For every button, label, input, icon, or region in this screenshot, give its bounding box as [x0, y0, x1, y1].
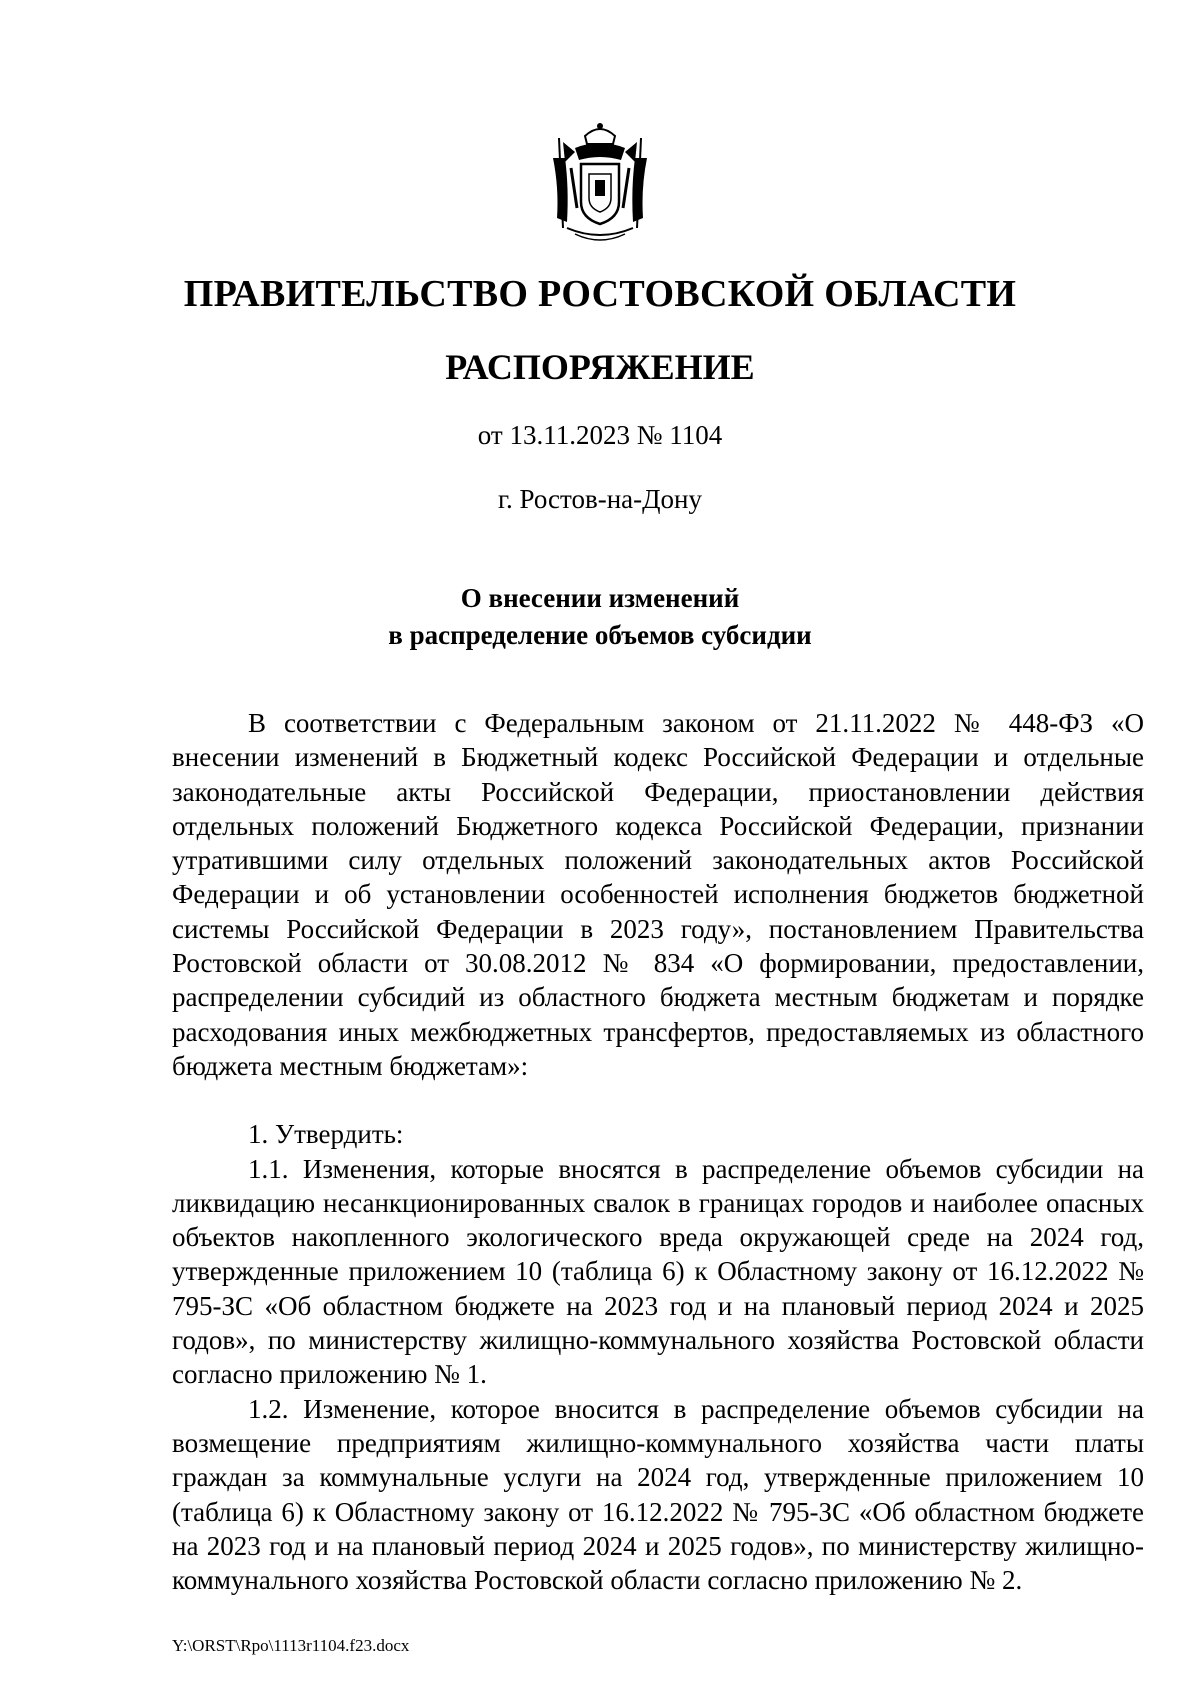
document-type: РАСПОРЯЖЕНИЕ — [445, 347, 755, 387]
preamble-paragraph: В соответствии с Федеральным законом от 21.11.2022 № 448-ФЗ «О внесении изменений в Бюджетный кодекс Российской Федерации и отдельные законодательные акты Российской Федерации, приостановлении действия отдельных положений Бюджетного кодекса Российской Федерации, признании утратившими силу отдельных положений законодательных актов Российской Федерации и об установлении особенностей исполнения бюджетов бюджетной системы Российской Федерации в 2023 году», постановлением Правительства Ростовской области от 30.08.2012 № 834 «О формировании, предоставлении, распределении субсидий из областного бюджета местным бюджетам и порядке расходования иных межбюджетных трансфертов, предоставляемых из областного бюджета местным бюджетам»: — [172, 708, 1144, 1081]
coat-of-arms-icon — [545, 118, 655, 248]
document-city: г. Ростов-на-Дону — [497, 484, 702, 514]
item-1: 1. Утвердить: — [248, 1119, 404, 1150]
document-date-number: от 13.11.2023 № 1104 — [477, 420, 723, 450]
item-1-1: 1.1. Изменения, которые вносятся в распределение объемов субсидии на ликвидацию несанкционированных свалок в границах городов и наиболее опасных объектов накопленного экологического вреда окружающей среде на 2024 год, утвержденные приложением 10 (таблица 6) к Областному закону от 16.12.2022 № 795-ЗС «Об областном бюджете на 2023 год и на плановый период 2024 и 2025 годов», по министерству жилищно-коммунального хозяйства Ростовской области согласно приложению № 1. — [172, 1153, 1144, 1390]
document-title — [0, 580, 1200, 654]
file-path-footer: Y:\ORST\Rpo\1113r1104.f23.docx — [172, 1636, 410, 1655]
title-line-2: в распределение объемов субсидии — [388, 620, 812, 650]
document-body — [172, 706, 1144, 1597]
government-name: ПРАВИТЕЛЬСТВО РОСТОВСКОЙ ОБЛАСТИ — [183, 273, 1017, 315]
title-line-1: О внесении изменений — [460, 583, 740, 613]
item-1-2: 1.2. Изменение, которое вносится в распределение объемов субсидии на возмещение предприятиям жилищно-коммунального хозяйства части платы граждан за коммунальные услуги на 2024 год, утвержденные приложением 10 (таблица 6) к Областному закону от 16.12.2022 № 795-ЗС «Об областном бюджете на 2023 год и на плановый период 2024 и 2025 годов», по министерству жилищно-коммунального хозяйства Ростовской области согласно приложению № 2. — [172, 1393, 1144, 1596]
